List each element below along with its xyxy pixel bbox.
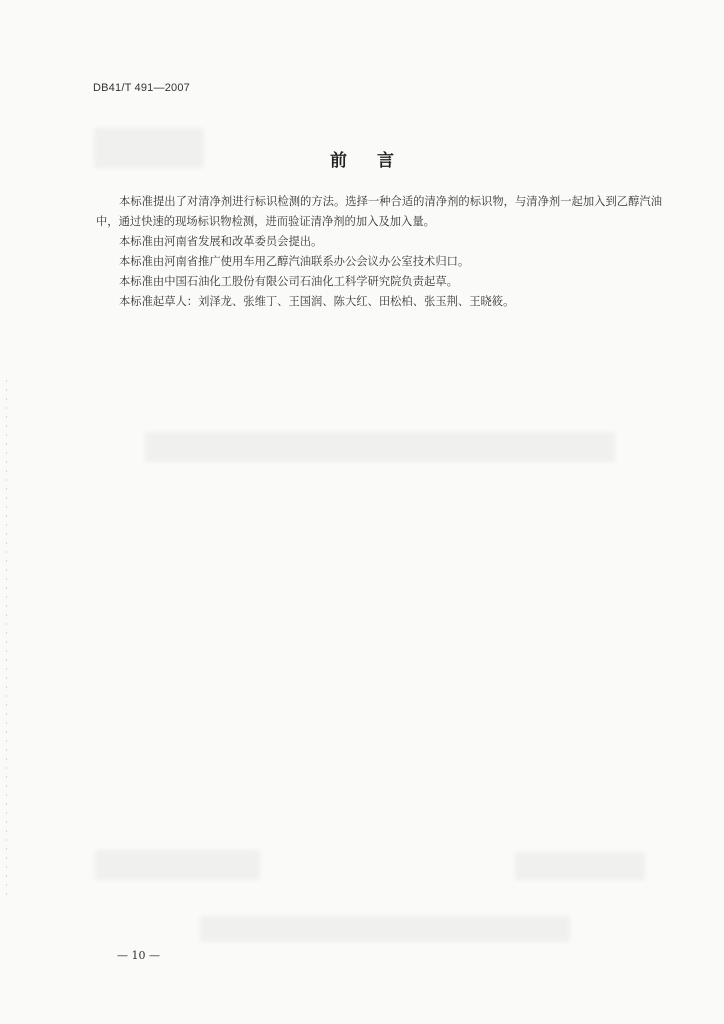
scan-edge-artifact xyxy=(6,380,7,900)
paragraph-purpose: 本标准提出了对清净剂进行标识检测的方法。选择一种合适的清净剂的标识物，与清净剂一起加入到乙醇汽油中，通过快速的现场标识物检测，进而验证清净剂的加入及加入量。 xyxy=(96,195,662,228)
paragraph-proposer: 本标准由河南省发展和改革委员会提出。 xyxy=(119,235,323,248)
paragraph-administrator: 本标准由河南省推广使用车用乙醇汽油联系办公会议办公室技术归口。 xyxy=(119,255,470,268)
paragraph-drafters: 本标准起草人：刘泽龙、张维丁、王国润、陈大红、田松柏、张玉荆、王晓筱。 xyxy=(119,295,515,308)
page-number: — 10 — xyxy=(117,949,160,962)
paragraph-drafting-unit: 本标准由中国石油化工股份有限公司石油化工科学研究院负责起草。 xyxy=(119,275,458,288)
document-code: DB41/T 491—2007 xyxy=(93,82,190,94)
page-title xyxy=(0,146,724,171)
title-char-2: 言 xyxy=(377,151,394,171)
scan-artifact xyxy=(95,850,260,880)
scan-artifact xyxy=(145,432,615,462)
scan-artifact xyxy=(200,916,570,942)
scan-artifact xyxy=(515,852,645,880)
foreword-body xyxy=(96,192,662,312)
title-char-1: 前 xyxy=(330,151,347,171)
